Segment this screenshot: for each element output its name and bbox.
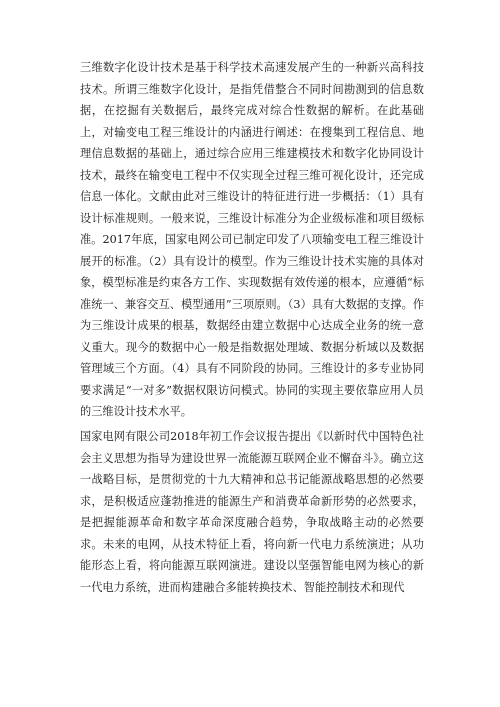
body-paragraph-2: 国家电网有限公司2018年初工作会议报告提出《以新时代中国特色社会主义思想为指导为建设世界一流能源互联网企业不懈奋斗》。确立这一战略目标，是贯彻党的十九大精神和总书记能源战略思想的必然要求，是积极适应蓬勃推进的能源生产和消费革命新形势的必然要求，是把握能源革命和数字革命深度融合趋势，争取战略主动的必然要求。未来的电网，从技术特征上看，将向新一代电力系统演进；从功能形态上看，将向能源互联网演进。建设以坚强智能电网为核心的新一代电力系统，进而构建融合多能转换技术、智能控制技术和现代 (80, 430, 424, 594)
body-paragraph-1: 三维数字化设计技术是基于科学技术高速发展产生的一种新兴高科技技术。所谓三维数字化设计，是指凭借整合不同时间勘测到的信息数据，在挖掘有关数据后，最终完成对综合性数据的解析。在此基础上，对输变电工程三维设计的内涵进行阐述：在搜集到工程信息、地理信息数据的基础上，通过综合应用三维建模技术和数字化协同设计技术，最终在输变电工程中不仅实现全过程三维可视化设计，还完成信息一体化。文献由此对三维设计的特征进行进一步概括：（1）具有设计标准规则。一般来说，三维设计标准分为企业级标准和项目级标准。2017年底，国家电网公司已制定印发了八项输变电工程三维设计展开的标准。（2）具有设计的模型。作为三维设计技术实施的具体对象，模型标准是约束各方工作、实现数据有效传递的根本，应遵循“标准统一、兼容交互、模型通用”三项原则。（3）具有大数据的支撑。作为三维设计成果的根基，数据经由建立数据中心达成全业务的统一意义重大。现今的数据中心一般是指数据处理域、数据分析域以及数据管理域三个方面。（4）具有不同阶段的协同。三维设计的多专业协同要求满足“一对多”数据权限访问模式。协同的实现主要依靠应用人员的三维设计技术水平。 (80, 61, 424, 418)
